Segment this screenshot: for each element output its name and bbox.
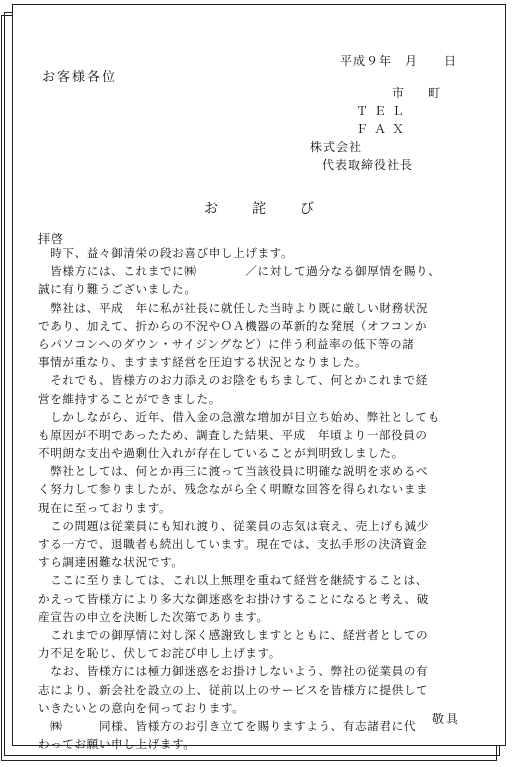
body-line: であり、加えて、折からの不況やＯＡ機器の革新的な発展（オフコンか <box>38 318 428 333</box>
sender-block <box>300 84 446 174</box>
body-line: 皆様方には、これまでに㈱ ／に対して過分なる御厚情を賜り、 <box>38 264 441 279</box>
body-line: 弊社としては、何とか再三に渡って当該役員に明確な説明を求めるべ <box>38 464 429 479</box>
body-line: ㈱ 同様、皆様方のお引き立てを賜りますよう、有志諸君に代 <box>38 718 417 733</box>
body-line: 営を維持することができました。 <box>38 391 221 406</box>
letter-body <box>38 244 484 753</box>
body-line: く努力して参りましたが、残念ながら全く明瞭な回答を得られないまま <box>38 482 429 497</box>
body-line: それでも、皆様方のお力添えのお陰をもちまして、何とかこれまで経 <box>38 373 428 388</box>
body-line: 志により、新会社を設立の上、従前以上のサービスを皆様方に提供して <box>38 682 429 697</box>
body-line: 不明朗な支出や過剰仕入れが存在していることが判明致しました。 <box>38 446 404 461</box>
body-line: この問題は従業員にも知れ渡り、従業員の志気は衰え、売上げも減少 <box>38 518 429 533</box>
letter-title: お 詫 び <box>204 201 324 217</box>
body-line: かえって皆様方により多大な御迷惑をお掛けすることになると考え、破 <box>38 591 429 606</box>
body-line: わってお願い申し上げます。 <box>38 737 196 752</box>
body-line: ここに至りましては、これ以上無理を重ねて経営を継続することは、 <box>38 573 428 588</box>
body-line: 誠に有り難うございました。 <box>38 282 197 297</box>
body-line: も原因が不明であったため、調査した結果、平成 年頃より一部役員の <box>38 427 428 442</box>
body-line: する一方で、退職者も続出しています。現在では、支払手形の決済資金 <box>38 537 428 551</box>
closing-remark: 敬具 <box>432 712 461 726</box>
body-line: 時下、益々御清栄の段お喜び申し上げます。 <box>38 246 294 260</box>
body-line: 事情が重なり、ますます経営を圧迫する状況となりました。 <box>38 355 368 370</box>
sender-fax: ＦＡＸ <box>356 122 411 136</box>
body-line: すら調達困難な状況です。 <box>38 555 184 570</box>
body-line: いきたいとの意向を伺っております。 <box>38 700 245 715</box>
sender-tel: ＴＥＬ <box>356 104 411 118</box>
body-line: これまでの御厚情に対し深く感謝致しますとともに、経営者としての <box>38 627 429 642</box>
body-line: なお、皆様方には極力御迷惑をお掛けしないよう、弊社の従業員の有 <box>38 664 429 679</box>
body-line: 弊社は、平成 年に私が社長に就任した当時より既に厳しい財務状況 <box>38 300 429 315</box>
body-line: らパソコンへのダウン・サイジングなど）に伴う利益率の低下等の諸 <box>38 336 415 351</box>
sender-company: 株式会社 <box>310 140 363 154</box>
body-line: 力不足を恥じ、伏してお詫び申し上げます。 <box>38 646 281 661</box>
body-line: 現在に至っております。 <box>38 500 172 515</box>
body-line: 産宣告の申立を決断した次第であります。 <box>38 609 269 624</box>
opening-greeting: 拝啓 <box>38 232 65 246</box>
sender-president: 代表取締役社長 <box>322 158 414 172</box>
body-line: しかしながら、近年、借入金の急激な増加が目立ち始め、弊社としても <box>38 409 440 424</box>
addressee: お客様各位 <box>42 70 118 85</box>
sender-city: 市 町 <box>392 86 447 100</box>
letter-date: 平成９年 月 日 <box>340 54 458 68</box>
